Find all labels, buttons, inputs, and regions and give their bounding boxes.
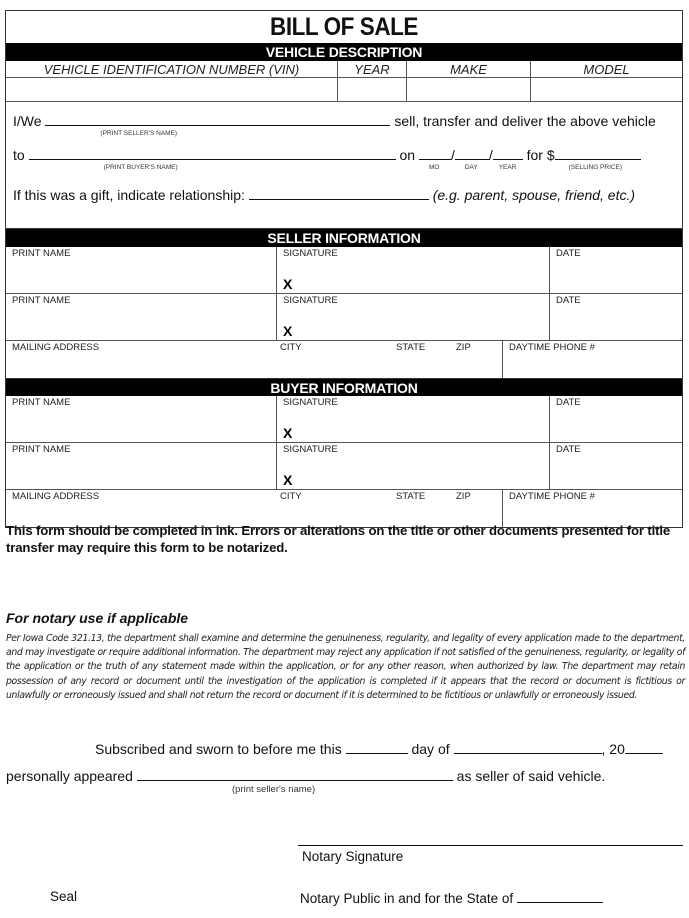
mailing-address-label: MAILING ADDRESS <box>12 342 100 353</box>
signature-label: SIGNATURE <box>283 397 338 408</box>
bill-of-sale-form <box>5 10 683 528</box>
day-caption: DAY <box>464 164 478 171</box>
seller-2-date-field[interactable] <box>550 294 682 340</box>
notary-state-label: Notary Public in and for the State of <box>300 891 514 906</box>
zip-label: ZIP <box>456 491 471 502</box>
daytime-phone-label: DAYTIME PHONE # <box>509 342 595 353</box>
appeared-caption: (print seller's name) <box>232 784 316 795</box>
buyer-name-field[interactable] <box>29 146 396 171</box>
notary-signature-line[interactable] <box>298 845 683 846</box>
appeared-seller-name-field[interactable] <box>137 767 453 781</box>
buyer-2-print-name-field[interactable] <box>6 443 277 489</box>
notary-heading: For notary use if applicable <box>6 610 189 626</box>
signature-x-mark: X <box>283 472 293 488</box>
mailing-address-label: MAILING ADDRESS <box>12 491 100 502</box>
daytime-phone-label: DAYTIME PHONE # <box>509 491 595 502</box>
day-field[interactable] <box>455 146 489 171</box>
seller-address-row <box>6 341 682 378</box>
seller-name-caption: (PRINT SELLER'S NAME) <box>100 130 178 137</box>
signature-x-mark: X <box>283 425 293 441</box>
zip-label: ZIP <box>456 342 471 353</box>
year-field[interactable] <box>493 146 523 171</box>
signature-x-mark: X <box>283 323 293 339</box>
seal-label: Seal <box>50 889 78 904</box>
appeared-prefix: personally appeared <box>6 768 133 784</box>
buyer-1-date-field[interactable] <box>550 396 682 442</box>
seller-address-field[interactable] <box>6 341 503 378</box>
sworn-line <box>95 740 663 757</box>
year-prefix: , 20 <box>601 741 625 757</box>
date-label: DATE <box>556 248 581 259</box>
on-label: on <box>399 147 416 163</box>
print-name-label: PRINT NAME <box>12 397 71 408</box>
date-separator: / <box>488 147 493 163</box>
seller-row-1 <box>6 247 682 294</box>
for-price-label: for $ <box>526 147 555 163</box>
year-field[interactable] <box>338 78 407 102</box>
sworn-day-field[interactable] <box>346 740 408 754</box>
signature-label: SIGNATURE <box>283 295 338 306</box>
make-field[interactable] <box>407 78 531 102</box>
vin-column-header: VEHICLE IDENTIFICATION NUMBER (VIN) <box>6 61 338 78</box>
make-column-header: MAKE <box>407 61 531 78</box>
sworn-prefix: Subscribed and sworn to before me this <box>95 741 342 757</box>
gift-line <box>13 186 635 203</box>
buyer-1-print-name-field[interactable] <box>6 396 277 442</box>
buyer-name-caption: (PRINT BUYER'S NAME) <box>103 164 178 171</box>
buyer-2-signature-field[interactable] <box>277 443 550 489</box>
vehicle-description-header: VEHICLE DESCRIPTION <box>6 43 682 61</box>
date-label: DATE <box>556 397 581 408</box>
seller-phone-field[interactable] <box>503 341 682 378</box>
state-label: STATE <box>396 342 426 353</box>
seller-name-field[interactable] <box>45 112 390 137</box>
sworn-year-field[interactable] <box>625 740 663 754</box>
seller-2-print-name-field[interactable] <box>6 294 277 340</box>
buyer-information-header: BUYER INFORMATION <box>6 378 682 396</box>
notary-state-field[interactable] <box>517 889 603 903</box>
month-field[interactable] <box>419 146 451 171</box>
notary-state-line <box>300 889 603 906</box>
page-title: BILL OF SALE <box>270 13 418 41</box>
print-name-label: PRINT NAME <box>12 248 71 259</box>
model-column-header: MODEL <box>531 61 682 78</box>
seller-information-header: SELLER INFORMATION <box>6 229 682 247</box>
vin-field[interactable] <box>6 78 338 102</box>
seller-row-2 <box>6 294 682 341</box>
notary-signature-label: Notary Signature <box>302 849 404 864</box>
seller-1-print-name-field[interactable] <box>6 247 277 293</box>
year-caption: YEAR <box>498 164 517 171</box>
sworn-month-field[interactable] <box>454 740 602 754</box>
signature-x-mark: X <box>283 276 293 292</box>
day-of-label: day of <box>411 741 450 757</box>
year-column-header: YEAR <box>338 61 407 78</box>
selling-price-field[interactable] <box>555 146 641 171</box>
city-label: CITY <box>280 342 302 353</box>
date-label: DATE <box>556 295 581 306</box>
gift-relationship-field[interactable] <box>249 186 429 200</box>
date-separator: / <box>450 147 455 163</box>
signature-label: SIGNATURE <box>283 444 338 455</box>
city-label: CITY <box>280 491 302 502</box>
buyer-line <box>13 146 641 171</box>
gift-relationship-hint: (e.g. parent, spouse, friend, etc.) <box>432 187 636 203</box>
notary-legal-paragraph: Per Iowa Code 321.13, the department shall examine and determine the genuineness, regularity, and legality of every application made to the department, and may investigate or require additional information. The department may reject any application if not satisfied of the genuineness, regularity, or legality of the application or the truth of any statement made within the application, or for any other reason, when authorized by law. The department may retain possession of any record or document until the investigation of the application is completed if it appears that the record or document is fictitious or unlawfully or erroneously issued and shall not return the record or document if it is determined to be fictitious or unlawfully or erroneously issued. <box>6 633 685 701</box>
vehicle-description-table <box>6 61 682 102</box>
buyer-2-date-field[interactable] <box>550 443 682 489</box>
appeared-line <box>6 767 605 784</box>
to-label: to <box>13 147 25 163</box>
state-label: STATE <box>396 491 426 502</box>
seller-line <box>13 112 656 137</box>
seller-1-date-field[interactable] <box>550 247 682 293</box>
model-field[interactable] <box>531 78 682 102</box>
ink-notice: This form should be completed in ink. Errors or alterations on the title or other documents presented for title transfer may require this form to be notarized. <box>6 523 671 555</box>
print-name-label: PRINT NAME <box>12 295 71 306</box>
sell-transfer-text: sell, transfer and deliver the above vehicle <box>394 113 656 129</box>
buyer-row-2 <box>6 443 682 490</box>
appeared-suffix: as seller of said vehicle. <box>456 768 606 784</box>
gift-relationship-label: If this was a gift, indicate relationship: <box>13 187 245 203</box>
date-label: DATE <box>556 444 581 455</box>
i-we-label: I/We <box>13 113 42 129</box>
sale-statement <box>6 102 682 229</box>
selling-price-caption: (SELLING PRICE) <box>568 164 623 171</box>
print-name-label: PRINT NAME <box>12 444 71 455</box>
seller-2-signature-field[interactable] <box>277 294 550 340</box>
buyer-row-1 <box>6 396 682 443</box>
buyer-1-signature-field[interactable] <box>277 396 550 442</box>
month-caption: MO <box>428 164 440 171</box>
signature-label: SIGNATURE <box>283 248 338 259</box>
seller-1-signature-field[interactable] <box>277 247 550 293</box>
